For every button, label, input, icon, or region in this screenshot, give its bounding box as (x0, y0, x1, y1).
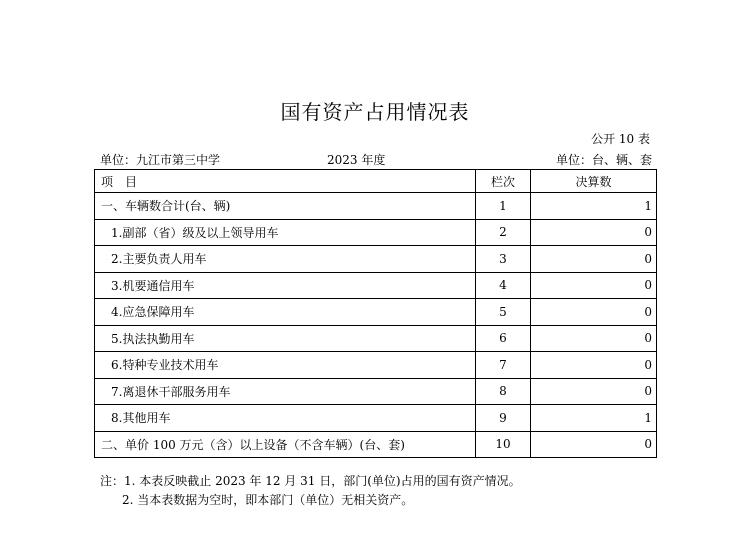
row-column-no: 10 (476, 431, 531, 458)
row-value: 0 (531, 431, 657, 458)
note-2: 2. 当本表数据为空时，即本部门（单位）无相关资产。 (122, 493, 414, 507)
report-title: 国有资产占用情况表 (280, 100, 470, 124)
row-value: 0 (531, 325, 657, 352)
row-column-no: 7 (476, 352, 531, 379)
notes (100, 472, 521, 510)
row-column-no: 1 (476, 193, 531, 220)
table-header-row (95, 170, 657, 193)
row-column-no: 8 (476, 378, 531, 405)
row-item-label: 3.机要通信用车 (95, 272, 476, 299)
row-item-label: 8.其他用车 (95, 405, 476, 432)
table-row (95, 219, 657, 246)
note-1: 注：1. 本表反映截止 2023 年 12 月 31 日，部门(单位)占用的国有资产情况。 (100, 474, 521, 488)
table-row (95, 431, 657, 458)
asset-table (94, 169, 657, 458)
header-column-no: 栏次 (476, 170, 531, 193)
row-item-label: 7.离退休干部服务用车 (95, 378, 476, 405)
row-column-no: 4 (476, 272, 531, 299)
table-row (95, 405, 657, 432)
row-value: 0 (531, 299, 657, 326)
measurement-unit: 单位：台、辆、套 (555, 153, 652, 167)
header-final-value: 决算数 (531, 170, 657, 193)
row-column-no: 2 (476, 219, 531, 246)
row-value: 0 (531, 272, 657, 299)
reporting-unit: 单位：九江市第三中学 (100, 153, 221, 167)
table-row (95, 299, 657, 326)
table-row (95, 193, 657, 220)
header-item: 项 目 (95, 170, 476, 193)
row-value: 0 (531, 352, 657, 379)
row-column-no: 6 (476, 325, 531, 352)
fiscal-year: 2023 年度 (327, 153, 386, 167)
table-row (95, 246, 657, 273)
row-value: 0 (531, 246, 657, 273)
row-item-label: 4.应急保障用车 (95, 299, 476, 326)
row-column-no: 3 (476, 246, 531, 273)
row-value: 1 (531, 193, 657, 220)
row-column-no: 5 (476, 299, 531, 326)
table-row (95, 272, 657, 299)
row-item-label: 1.副部（省）级及以上领导用车 (95, 219, 476, 246)
row-item-label: 5.执法执勤用车 (95, 325, 476, 352)
table-body (95, 193, 657, 458)
row-item-label: 2.主要负责人用车 (95, 246, 476, 273)
table-row (95, 378, 657, 405)
row-item-label: 二、单价 100 万元（含）以上设备（不含车辆）(台、套) (95, 431, 476, 458)
row-item-label: 一、车辆数合计(台、辆) (95, 193, 476, 220)
table-row (95, 352, 657, 379)
row-value: 0 (531, 378, 657, 405)
form-number: 公开 10 表 (591, 132, 650, 146)
table-row (95, 325, 657, 352)
row-item-label: 6.特种专业技术用车 (95, 352, 476, 379)
row-value: 0 (531, 219, 657, 246)
row-column-no: 9 (476, 405, 531, 432)
row-value: 1 (531, 405, 657, 432)
